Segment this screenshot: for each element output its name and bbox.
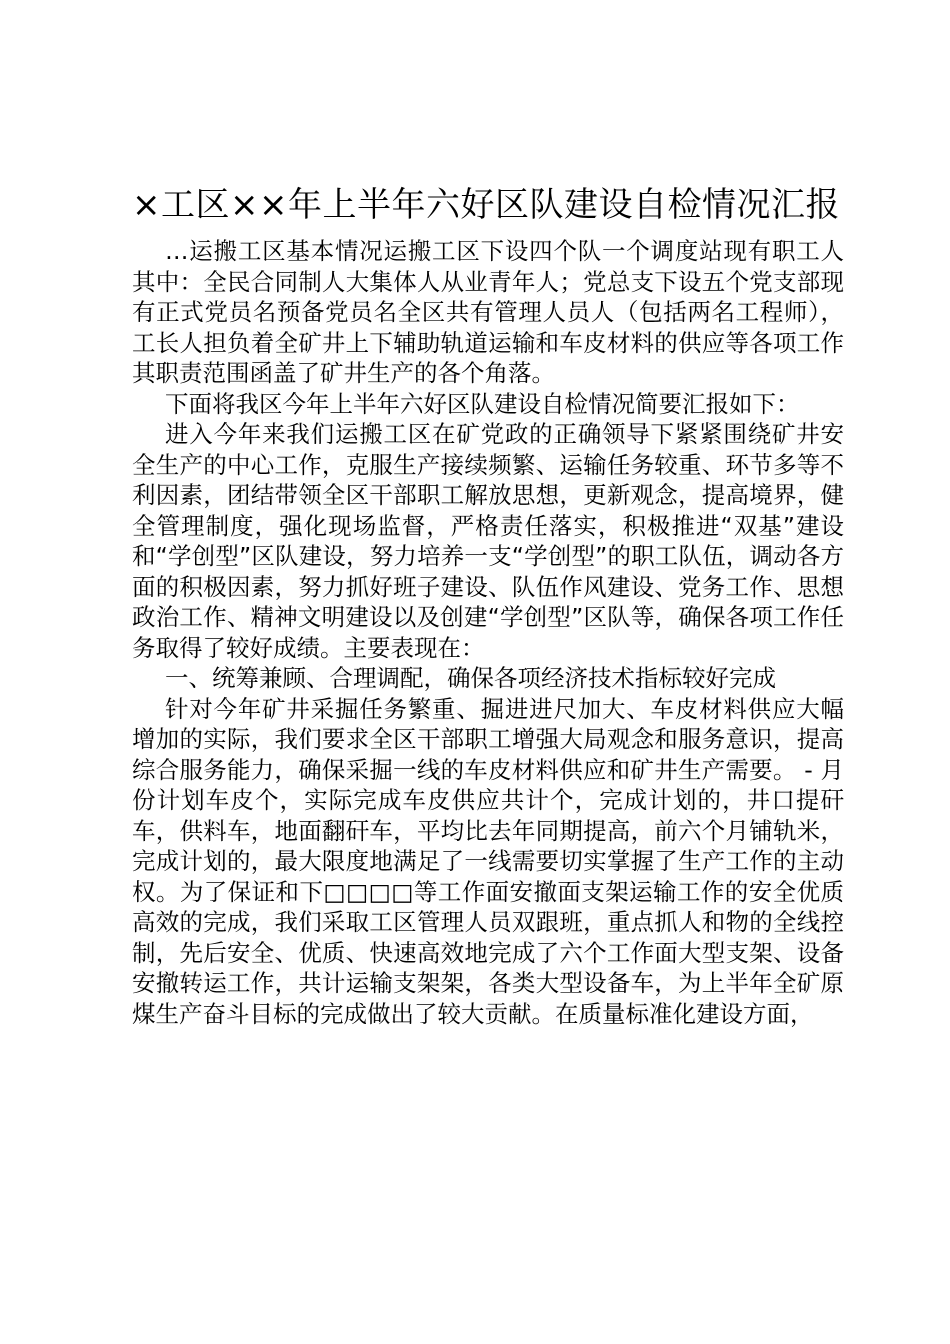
document-title: ×工区××年上半年六好区队建设自检情况汇报: [132, 185, 840, 225]
paragraph-intro: 下面将我区今年上半年六好区队建设自检情况简要汇报如下：: [165, 389, 800, 418]
paragraph-section-1-body: 针对今年矿井采掘任务繁重、掘进进尺加大、车皮材料供应大幅增加的实际，我们要求全区干部职工增强大局观念和服务意识，提高综合服务能力，确保采掘一线的车皮材料供应和矿井生产需要。 - 月份计划车皮个，实际完成车皮供应共计个，完成计划的，井口提矸车，供料车，地面翻矸车，平均比去年同期提高，前六个月铺轨米，完成计划的，最大限度地满足了一线需要切实掌握了生产工作的主动权。为了保证和下□□□□等工作面安撤面支架运输工作的安全优质高效的完成，我们采取工区管理人员双跟班，重点抓人和物的全线控制，先后安全、优质、快速高效地完成了六个工作面大型支架、设备安撤转运工作，共计运输支架架，各类大型设备车，为上半年全矿原煤生产奋斗目标的完成做出了较大贡献。在质量标准化建设方面，: [132, 694, 844, 1028]
paragraph-background: …运搬工区基本情况运搬工区下设四个队一个调度站现有职工人其中：全民合同制人大集体人从业青年人；党总支下设五个党支部现有正式党员名预备党员名全区共有管理人员人（包括两名工程师），工长人担负着全矿井上下辅助轨道运输和车皮材料的供应等各项工作其职责范围函盖了矿井生产的各个角落。: [132, 237, 844, 387]
paragraph-overview: 进入今年来我们运搬工区在矿党政的正确领导下紧紧围绕矿井安全生产的中心工作，克服生产接续频繁、运输任务较重、环节多等不利因素，团结带领全区干部职工解放思想，更新观念，提高境界，健全管理制度，强化现场监督，严格责任落实，积极推进“双基”建设和“学创型”区队建设，努力培养一支“学创型”的职工队伍，调动各方面的积极因素，努力抓好班子建设、队伍作风建设、党务工作、思想政治工作、精神文明建设以及创建“学创型”区队等，确保各项工作任务取得了较好成绩。主要表现在：: [132, 420, 844, 662]
section-heading-1: 一、统筹兼顾、合理调配，确保各项经济技术指标较好完成: [165, 664, 776, 692]
document-body: [132, 236, 844, 1029]
